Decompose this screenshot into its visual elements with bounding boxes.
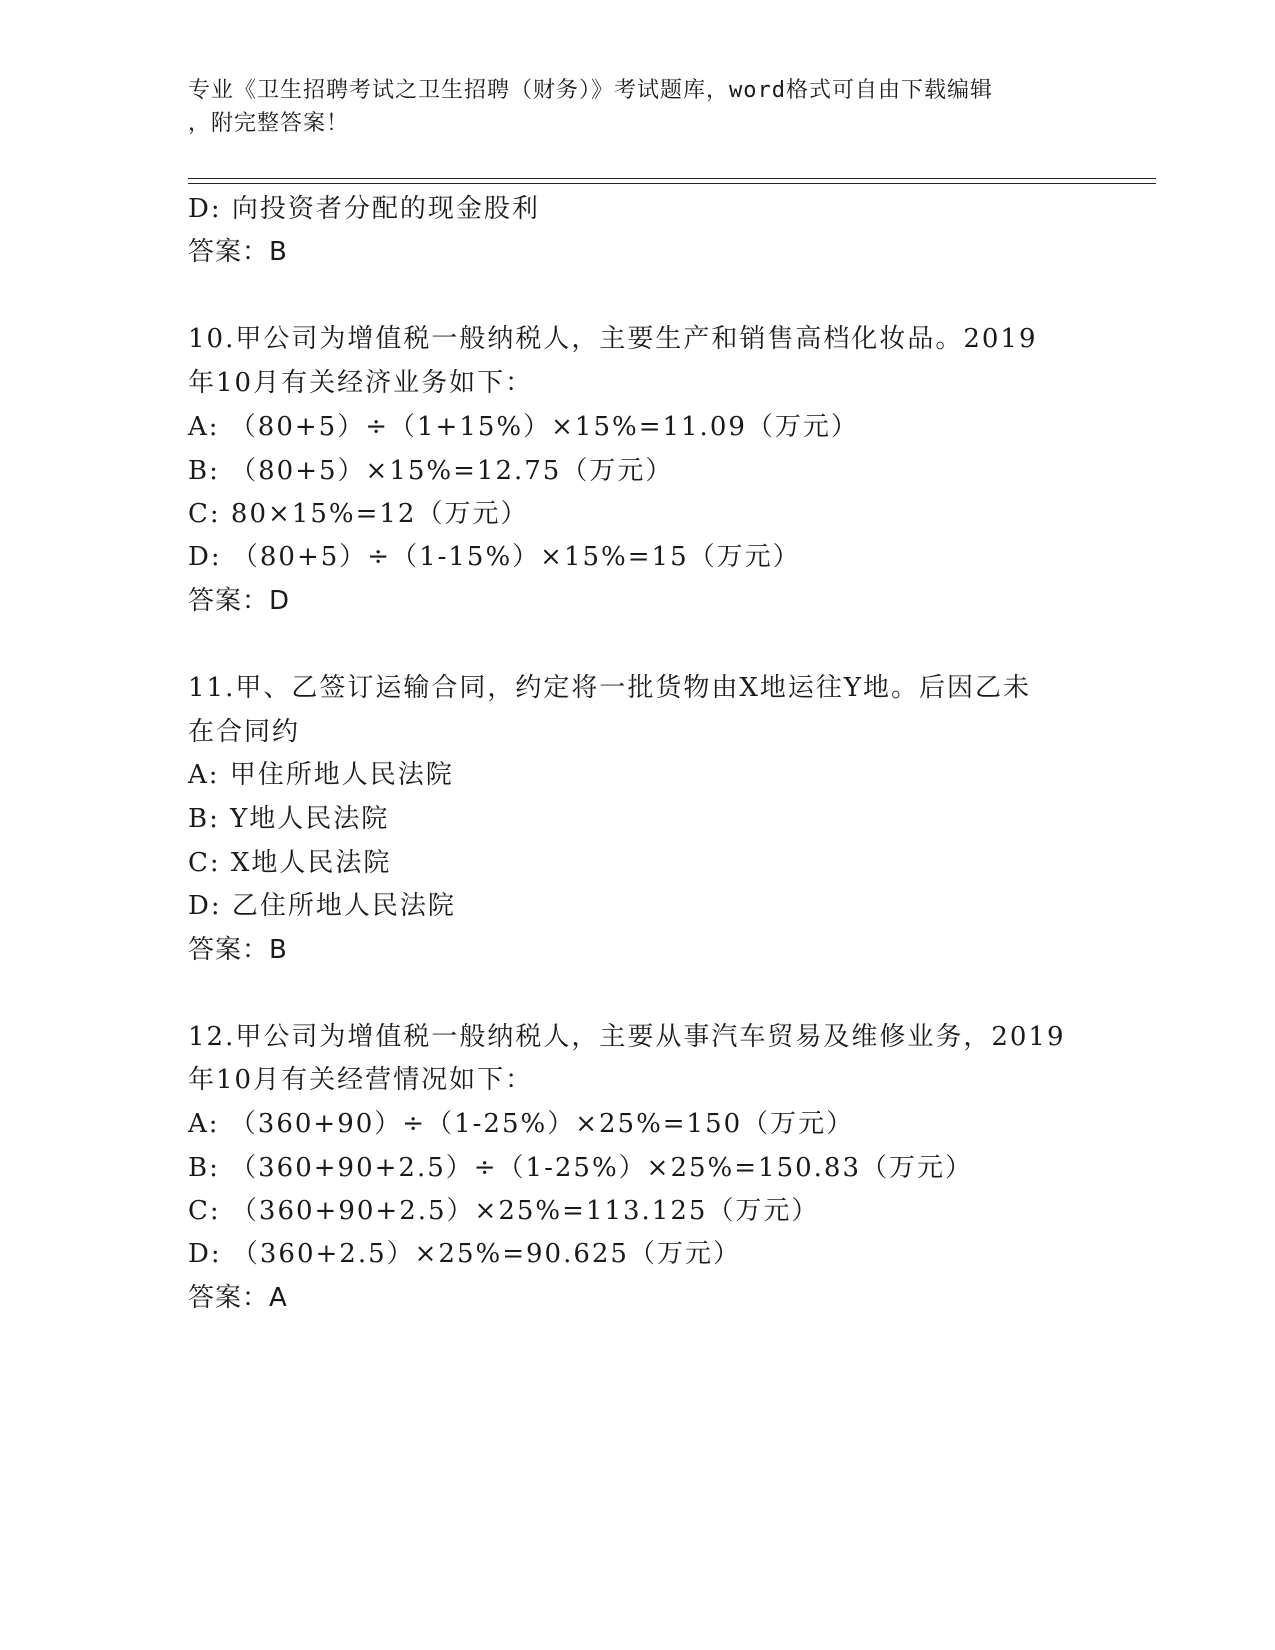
q10-option-c: C: 80×15%=12（万元） — [188, 499, 529, 529]
q11-option-a: A: 甲住所地人民法院 — [188, 760, 454, 790]
q10-option-b: B: （80+5）×15%=12.75（万元） — [188, 456, 674, 486]
prev-answer: 答案：B — [188, 237, 288, 267]
q12-answer: 答案：A — [188, 1283, 288, 1313]
q11-option-c: C: X地人民法院 — [188, 848, 392, 878]
q11-stem-line-1: 11.甲、乙签订运输合同，约定将一批货物由X地运往Y地。后因乙未 — [188, 673, 1032, 703]
q10-option-a: A: （80+5）÷（1+15%）×15%=11.09（万元） — [188, 412, 859, 442]
header-divider-top — [188, 178, 1156, 179]
document-header — [188, 74, 1068, 140]
q10-stem-line-2: 年10月有关经济业务如下： — [188, 368, 534, 398]
q12-option-c: C: （360+90+2.5）×25%=113.125（万元） — [188, 1196, 820, 1226]
q10-answer: 答案：D — [188, 586, 291, 616]
q11-option-d: D: 乙住所地人民法院 — [188, 891, 456, 921]
q11-answer: 答案：B — [188, 935, 288, 965]
q11-stem-line-2: 在合同约 — [188, 717, 301, 747]
q11-option-b: B: Y地人民法院 — [188, 804, 390, 834]
header-line-1: 专业《卫生招聘考试之卫生招聘（财务）》考试题库，word格式可自由下载编辑 — [188, 78, 993, 103]
q12-stem-line-1: 12.甲公司为增值税一般纳税人，主要从事汽车贸易及维修业务，2019 — [188, 1022, 1066, 1052]
header-divider-bottom — [188, 183, 1156, 184]
q10-stem-line-1: 10.甲公司为增值税一般纳税人，主要生产和销售高档化妆品。2019 — [188, 324, 1038, 354]
header-line-2: ，附完整答案！ — [188, 111, 350, 136]
q12-option-d: D: （360+2.5）×25%=90.625（万元） — [188, 1239, 741, 1269]
q12-option-b: B: （360+90+2.5）÷（1-25%）×25%=150.83（万元） — [188, 1153, 973, 1183]
q12-stem-line-2: 年10月有关经营情况如下： — [188, 1065, 534, 1095]
prev-option-d: D: 向投资者分配的现金股利 — [188, 194, 540, 224]
q10-option-d: D: （80+5）÷（1-15%）×15%=15（万元） — [188, 542, 801, 572]
q12-option-a: A: （360+90）÷（1-25%）×25%=150（万元） — [188, 1109, 855, 1139]
